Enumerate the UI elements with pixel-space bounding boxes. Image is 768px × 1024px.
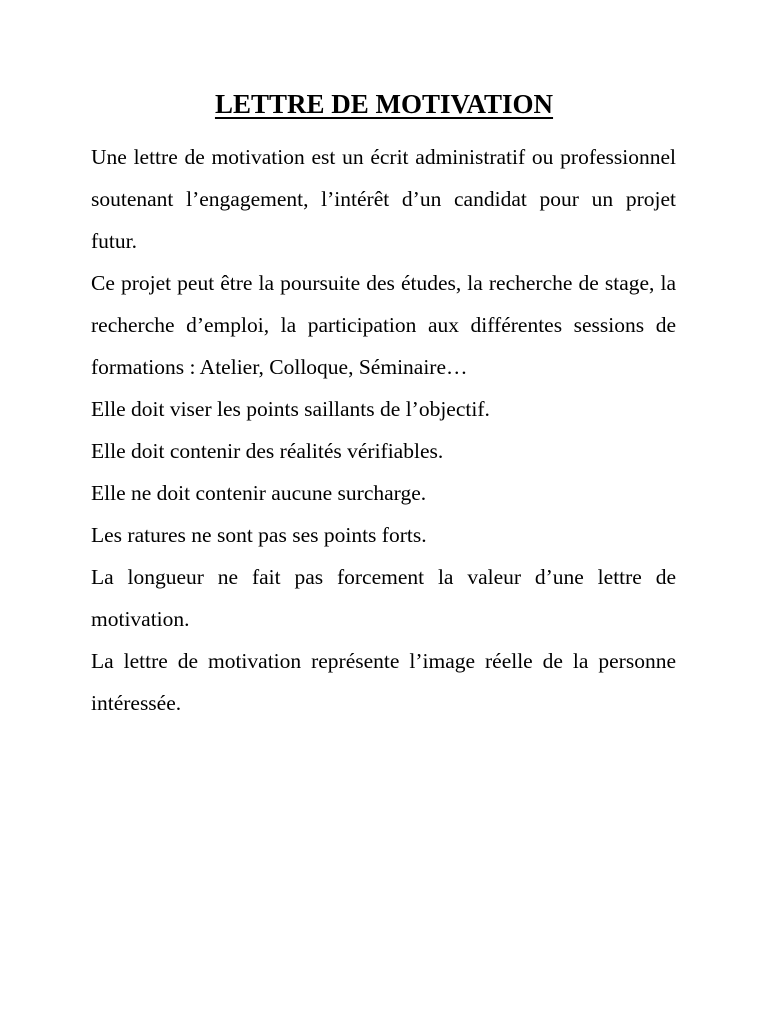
document-body	[91, 136, 676, 724]
paragraph-key-points: Elle doit viser les points saillants de l’objectif.	[91, 397, 490, 421]
paragraph-no-overload: Elle ne doit contenir aucune surcharge.	[91, 481, 427, 505]
document-title: LETTRE DE MOTIVATION	[214, 89, 554, 119]
paragraph-length: La longueur ne fait pas forcement la valeur d’une lettre de motivation.	[91, 565, 676, 631]
paragraph-image: La lettre de motivation représente l’image réelle de la personne intéressée.	[91, 649, 676, 715]
paragraph-definition: Une lettre de motivation est un écrit administratif ou professionnel soutenant l’engagement, l’intérêt d’un candidat pour un projet futur.	[91, 145, 676, 253]
paragraph-erasures: Les ratures ne sont pas ses points forts.	[91, 523, 427, 547]
paragraph-project-types: Ce projet peut être la poursuite des études, la recherche de stage, la recherche d’emploi, la participation aux différentes sessions de formations : Atelier, Colloque, Séminaire…	[91, 271, 676, 379]
paragraph-verifiable-facts: Elle doit contenir des réalités vérifiables.	[91, 439, 444, 463]
